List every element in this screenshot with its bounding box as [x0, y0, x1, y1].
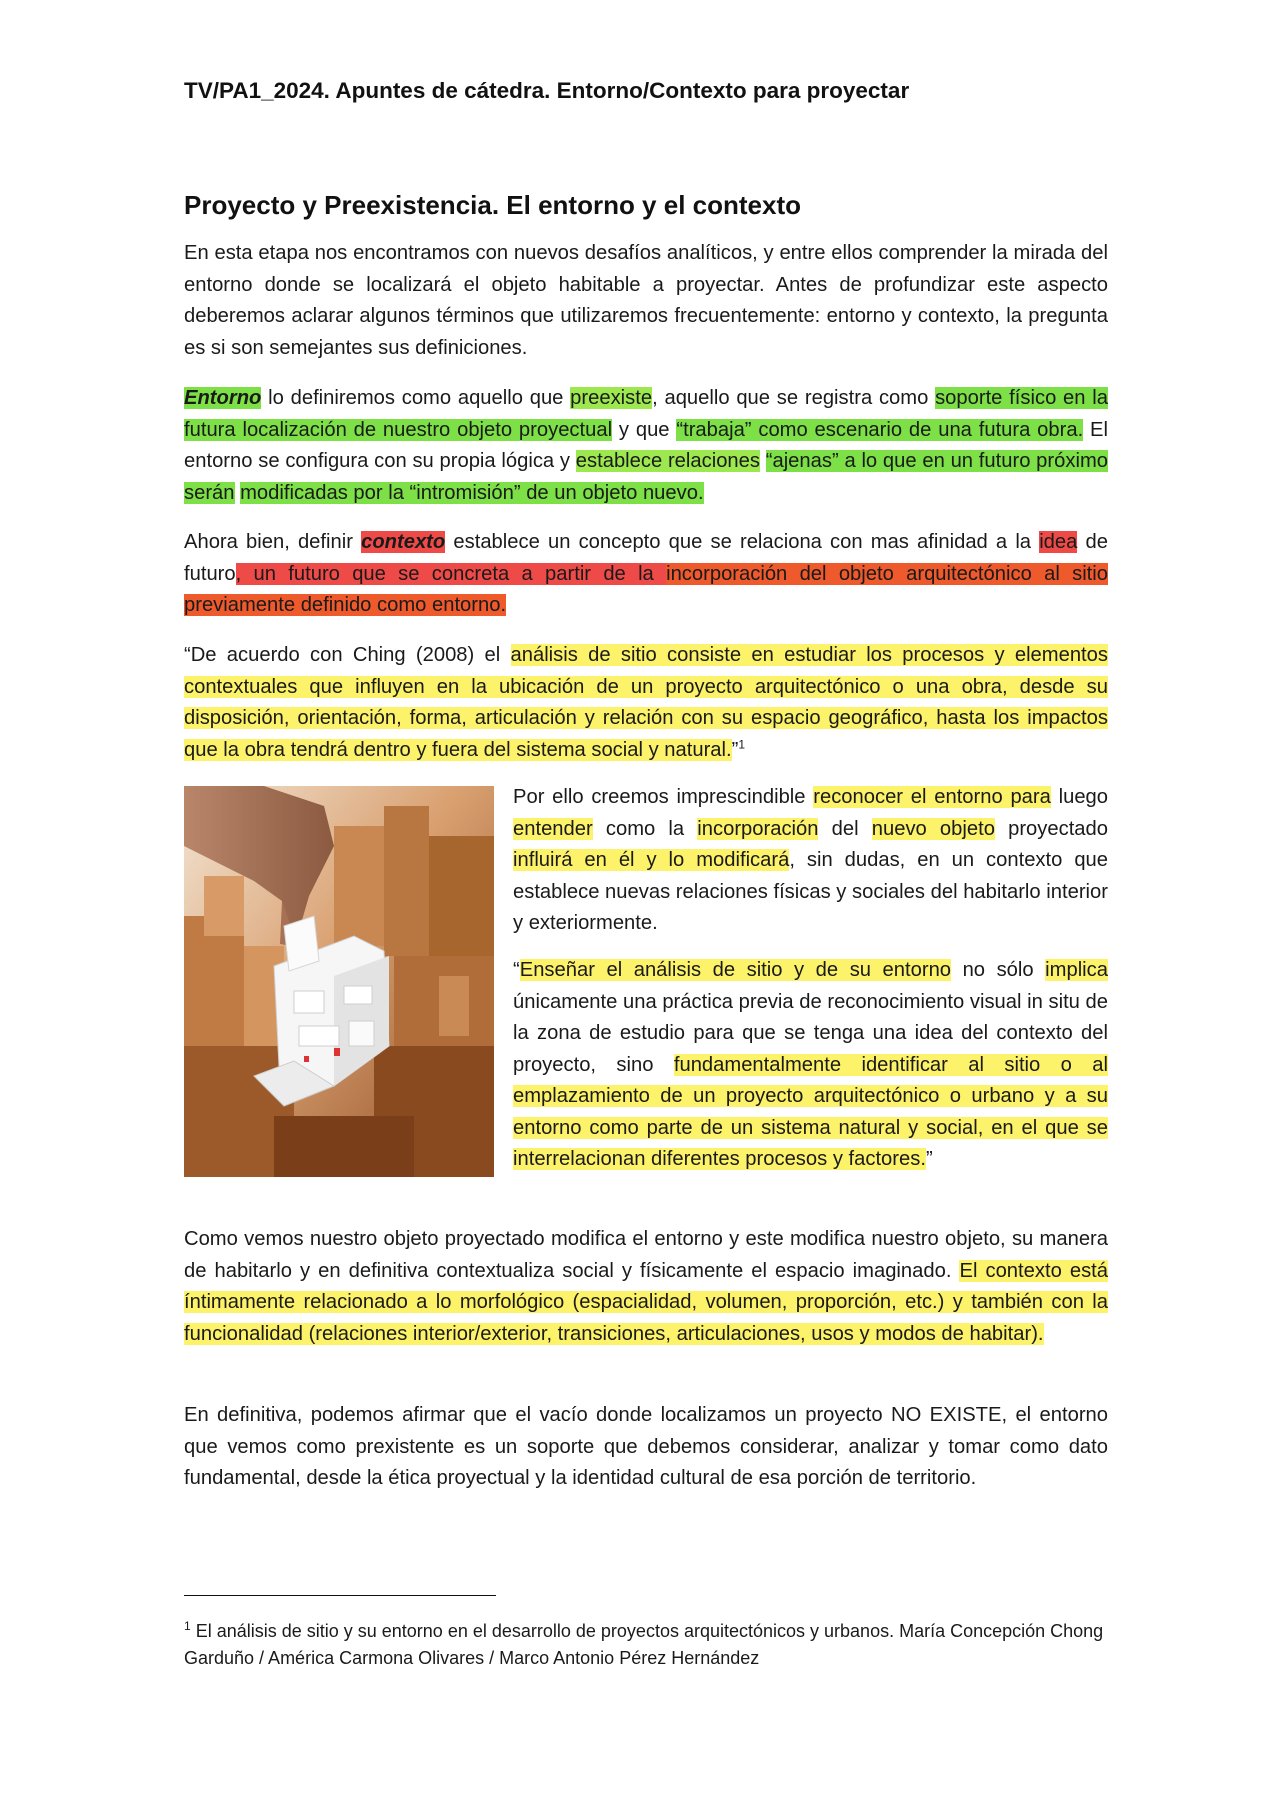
- term-contexto: contexto: [361, 531, 446, 553]
- text-run: de futuro: [184, 531, 1108, 585]
- text-run: Por ello creemos imprescindible: [513, 786, 814, 808]
- footnote-ref: 1: [738, 736, 746, 751]
- highlight: influirá en él y lo modificará: [513, 849, 790, 871]
- text-run: Ahora bien, definir: [184, 531, 362, 553]
- highlight: nuevo objeto: [871, 817, 995, 840]
- highlight: soporte físico en la futura localización de nuestro objeto proyectual: [184, 387, 1108, 441]
- text-run: luego: [1050, 786, 1108, 808]
- text-run: El entorno se configura con su propia lógica y: [184, 418, 1108, 472]
- text-run: Como vemos nuestro objeto proyectado modifica el entorno y este modifica nuestro objeto, su manera de habitarlo y en definitiva contextualiza social y físicamente el espacio imaginado.: [184, 1228, 1108, 1282]
- text-run: únicamente una práctica previa de reconocimiento visual in situ de la zona de estudio para que se tenga una idea del contexto del proyecto, sino: [513, 990, 1108, 1076]
- text-run: “De acuerdo con Ching (2008) el: [184, 644, 511, 666]
- text-run: [760, 450, 766, 472]
- highlight: reconocer el entorno para: [813, 786, 1051, 808]
- footnote-text: El análisis de sitio y su entorno en el desarrollo de proyectos arquitectónicos y urbanos. María Concepción Chong Garduño / América Carmona Olivares / Marco Antonio Pérez Hernández: [184, 1621, 1104, 1668]
- text-run: , aquello que se registra como: [652, 387, 936, 409]
- highlight: idea: [1039, 531, 1078, 553]
- text-run: como la: [592, 817, 698, 840]
- text-run: y que: [612, 418, 677, 441]
- highlight: entender: [513, 817, 593, 840]
- text-run: lo definiremos como aquello que: [261, 387, 571, 409]
- text-run: ”: [731, 738, 739, 761]
- highlight: , un futuro que se concreta a partir de la: [235, 562, 667, 585]
- paragraph-conclusion: En definitiva, podemos afirmar que el vacío donde localizamos un proyecto NO EXISTE, el entorno que vemos como prexistente es un soporte que debemos considerar, analizar y tomar como dato fundamental, desde la ética proyectual y la identidad cultural de esa porción de territorio.: [184, 1404, 1108, 1489]
- footnote: [184, 1618, 1108, 1672]
- architecture-model-image: [184, 786, 494, 1177]
- text-run: , sin dudas, en un contexto que establece nuevas relaciones físicas y sociales del habitarlo interior y exteriormente.: [513, 849, 1108, 934]
- highlight: incorporación del objeto arquitectónico al sitio previamente definido como entorno.: [184, 562, 1109, 616]
- highlight: análisis de sitio consiste en estudiar los procesos y elementos contextuales que influyen en la ubicación de un proyecto arquitectónico o una obra, desde su disposición, orientación, forma, articulación y relación con su espacio geográfico, hasta los impactos que la obra tendrá dentro y fuera del sistema social y natural.: [184, 644, 1108, 761]
- highlight: preexiste: [570, 387, 653, 409]
- paragraph-ching-quote: [184, 640, 1108, 766]
- text-run: del: [818, 817, 872, 840]
- text-run: proyectado: [994, 817, 1108, 840]
- paragraph-entorno: [184, 383, 1108, 509]
- highlight: Enseñar el análisis de sitio y de su entorno: [519, 959, 952, 981]
- term-entorno: Entorno: [184, 387, 262, 409]
- footnote-number: 1: [184, 1619, 191, 1633]
- highlight: implica: [1045, 959, 1108, 981]
- highlight: El contexto está íntimamente relacionado a lo morfológico (espacialidad, volumen, proporción, etc.) y también con la funcionalidad (relaciones interior/exterior, transiciones, articulaciones, usos y modos de habitar).: [184, 1259, 1108, 1345]
- highlight: fundamentalmente identificar al sitio o al emplazamiento de un proyecto arquitectónico o urbano y a su entorno como parte de un sistema natural y social, en el que se interrelacionan diferentes procesos y factores.: [513, 1053, 1108, 1170]
- text-run: establece un concepto que se relaciona con mas afinidad a la: [445, 531, 1040, 553]
- highlight: “trabaja” como escenario de una futura obra.: [676, 418, 1084, 441]
- paragraph-ensenar-quote: [513, 955, 1108, 1176]
- paragraph-como-vemos: [184, 1224, 1108, 1350]
- text-run: no sólo: [951, 959, 1046, 981]
- text-run: “: [513, 959, 520, 981]
- section-title: Proyecto y Preexistencia. El entorno y el contexto: [184, 190, 801, 220]
- text-run: ”: [925, 1148, 933, 1170]
- architecture-model-illustration: [184, 786, 494, 1177]
- paragraph-contexto: [184, 527, 1108, 622]
- highlight: establece relaciones: [575, 450, 760, 472]
- paragraph-intro: En esta etapa nos encontramos con nuevos desafíos analíticos, y entre ellos comprender la mirada del entorno donde se localizará el objeto habitable a proyectar. Antes de profundizar este aspecto deberemos aclarar algunos términos que utilizaremos frecuentemente: entorno y contexto, la pregunta es si son semejantes sus definiciones.: [184, 242, 1108, 359]
- footnote-divider: [184, 1595, 496, 1596]
- highlight: modificadas por la “intromisión” de un objeto nuevo.: [240, 481, 704, 504]
- document-header: TV/PA1_2024. Apuntes de cátedra. Entorno/Contexto para proyectar: [184, 78, 910, 103]
- highlight: incorporación: [697, 817, 819, 840]
- paragraph-reconocer: [513, 782, 1108, 940]
- highlight: “ajenas” a lo que en un futuro próximo serán: [184, 450, 1108, 504]
